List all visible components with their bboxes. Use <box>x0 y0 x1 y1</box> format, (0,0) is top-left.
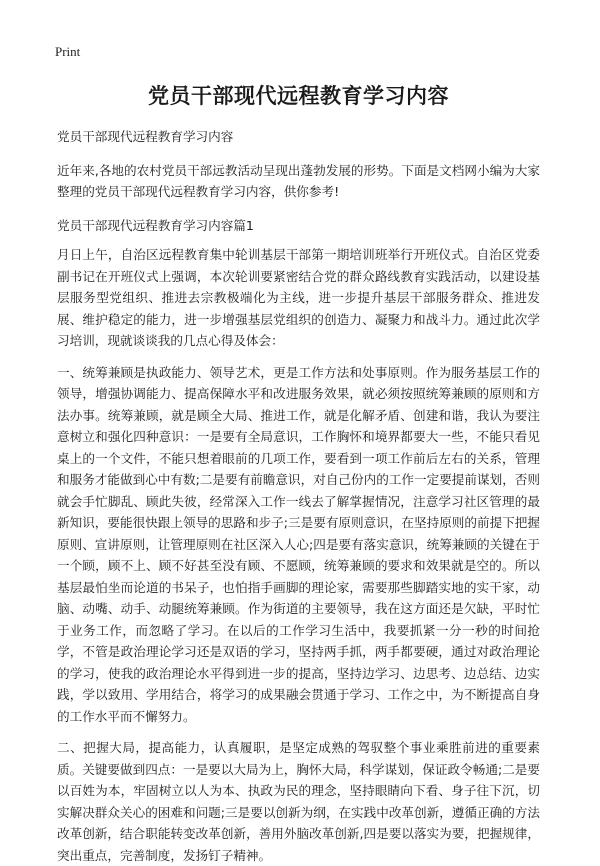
body-paragraph-3: 二、把握大局，提高能力，认真履职，是坚定成熟的驾驭整个事业乘胜前进的重要素质。关键要做到四点：一是要以大局为上，胸怀大局，科学谋划，保证政令畅通;二是要以百姓为本，牢固树立以人为本、执政为民的理念，坚持眼睛向下看、身子往下沉，切实解决群众关心的困难和问题;三是要以创新为纲，在实践中改革创新，遵循正确的方法改革创新，结合职能转变改革创新，善用外脑改革创新,四是要以落实为要，把握规律，突出重点，完善制度，发扬钉子精神。 <box>57 740 540 863</box>
document-subtitle: 党员干部现代远程教育学习内容 <box>57 129 234 144</box>
document-title: 党员干部现代远程教育学习内容 <box>148 84 449 108</box>
section-heading: 党员干部现代远程教育学习内容篇1 <box>57 217 254 233</box>
intro-paragraph: 近年来,各地的农村党员干部远教活动呈现出蓬勃发展的形势。下面是文档网小编为大家整理的党员干部现代远程教育学习内容，供你参考! <box>57 162 540 199</box>
body-paragraph-2: 一、统筹兼顾是执政能力、领导艺术，更是工作方法和处事原则。作为服务基层工作的领导，增强协调能力、提高保障水平和改进服务效果，就必须按照统筹兼顾的原则和方法办事。统筹兼顾，就是顾全大局、推进工作，就是化解矛盾、创建和谐，我认为要注意树立和强化四种意识：一是要有全局意识，工作胸怀和境界都要大一些，不能只看见桌上的一个文件，不能只想着眼前的几项工作，要看到一项工作前后左右的关系，管理和服务才能做到心中有数;二是要有前瞻意识，对自己份内的工作一定要提前谋划，否则就会手忙脚乱、顾此失彼，经常深入工作一线去了解掌握情况，注意学习社区管理的最新知识，要能很快跟上领导的思路和步子;三是要有原则意识，在坚持原则的前提下把握原则、宣讲原则，让管理原则在社区深入人心;四是要有落实意识，统筹兼顾的关键在于一个顾，顾不上、顾不好甚至没有顾、不愿顾，统筹兼顾的要求和效果就是空的。所以基层最怕坐而论道的书呆子，也怕指手画脚的理论家，需要那些脚踏实地的实干家，动脑、动嘴、动手、动腿统筹兼顾。作为街道的主要领导，我在这方面还是欠缺，平时忙于业务工作，而忽略了学习。在以后的工作学习生活中，我要抓紧一分一秒的时间抢学，不管是政治理论学习还是双语的学习，坚持两手抓，两手都要硬，通过对政治理论的学习，使我的政治理论水平得到进一步的提高，坚持边学习、边思考、边总结、边实践，学以致用、学用结合，将学习的成果融会贯通于学习、工作之中，为不断提高自身的工作水平而不懈努力。 <box>57 364 540 724</box>
body-paragraph-1: 月日上午，自治区远程教育集中轮训基层干部第一期培训班举行开班仪式。自治区党委副书记在开班仪式上强调，本次轮训要紧密结合党的群众路线教育实践活动，以建设基层服务型党组织、推进去宗教极端化为主线，进一步提升基层干部服务群众、推进发展、维护稳定的能力，进一步增强基层党组织的创造力、凝聚力和战斗力。通过此次学习培训，现就谈谈我的几点心得及体会： <box>57 247 540 348</box>
print-link[interactable]: Print <box>55 44 81 59</box>
